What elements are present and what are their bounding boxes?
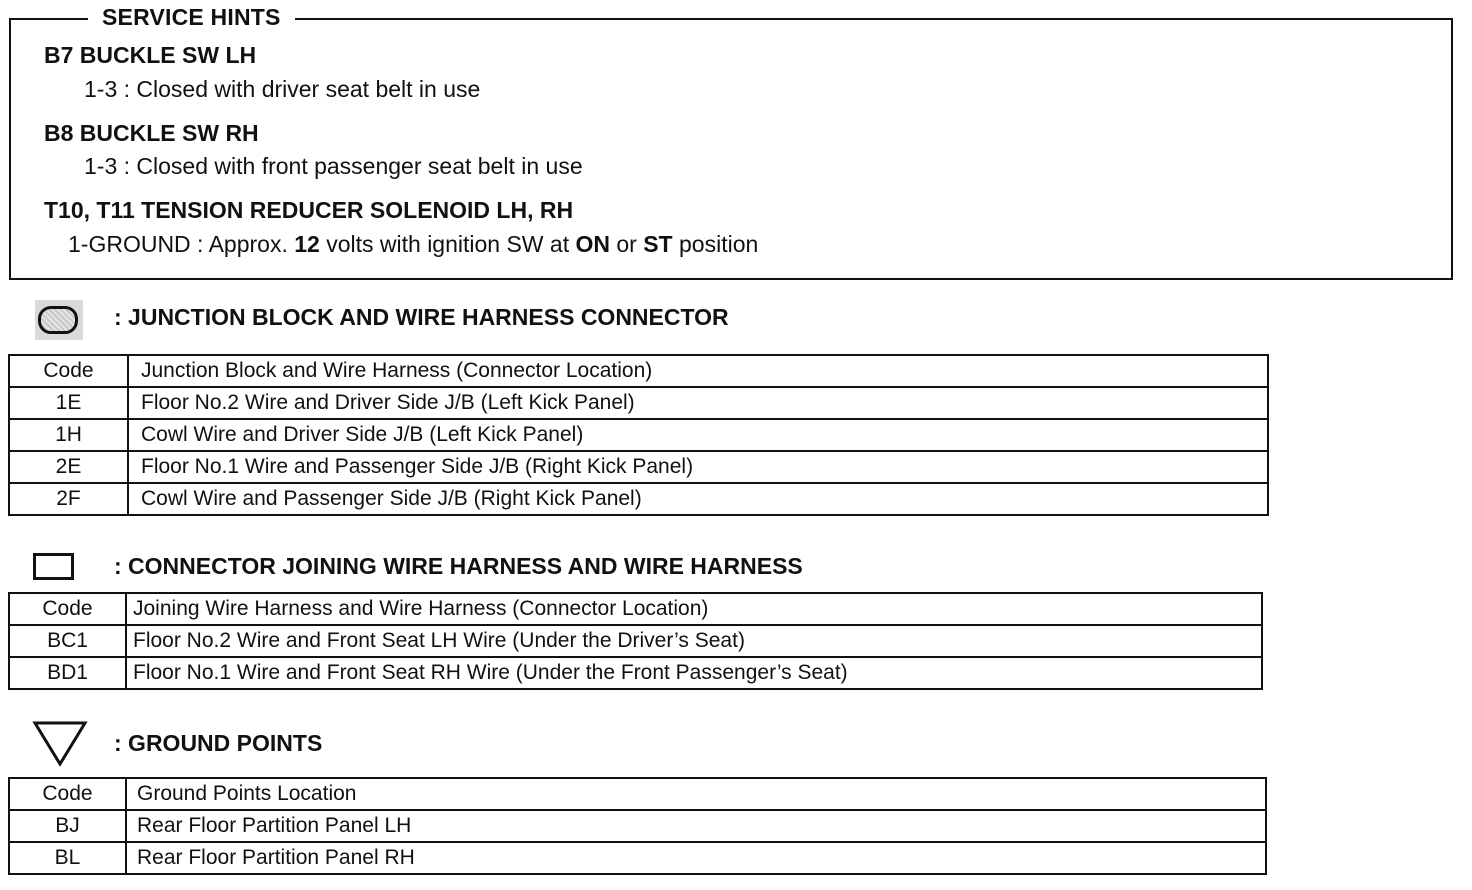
code-cell: 1H [9,419,128,451]
connector-table [8,592,1263,690]
code-cell: 2F [9,483,128,515]
ground-section-heading: : GROUND POINTS [114,730,323,756]
table-row [9,387,1268,419]
location-cell: Floor No.2 Wire and Front Seat LH Wire (Under the Driver’s Seat) [126,625,1262,657]
table-header-row [9,778,1266,810]
hint-line-b7: 1-3 : Closed with driver seat belt in use [84,76,481,102]
junction-section-heading: : JUNCTION BLOCK AND WIRE HARNESS CONNECTOR [114,304,729,330]
table-row [9,483,1268,515]
hint-line-b8: 1-3 : Closed with front passenger seat belt in use [84,153,583,179]
table-row [9,451,1268,483]
table-row [9,842,1266,874]
location-cell: Floor No.1 Wire and Passenger Side J/B (Right Kick Panel) [128,451,1268,483]
code-cell: BJ [9,810,126,842]
code-header: Code [9,593,126,625]
junction-table [8,354,1269,516]
table-row [9,625,1262,657]
code-cell: BC1 [9,625,126,657]
code-header: Code [9,778,126,810]
ground-point-icon [32,720,88,768]
code-header: Code [9,355,128,387]
hint-title-t10-t11: T10, T11 TENSION REDUCER SOLENOID LH, RH [44,197,574,223]
location-cell: Rear Floor Partition Panel RH [126,842,1266,874]
connector-section-heading: : CONNECTOR JOINING WIRE HARNESS AND WIRE HARNESS [114,553,803,579]
code-cell: 2E [9,451,128,483]
location-header: Junction Block and Wire Harness (Connector Location) [128,355,1268,387]
service-hints-heading: SERVICE HINTS [88,4,295,31]
connector-icon [33,553,74,580]
location-cell: Floor No.2 Wire and Driver Side J/B (Left Kick Panel) [128,387,1268,419]
location-header: Ground Points Location [126,778,1266,810]
location-header: Joining Wire Harness and Wire Harness (Connector Location) [126,593,1262,625]
code-cell: BL [9,842,126,874]
junction-block-icon [35,300,83,340]
location-cell: Cowl Wire and Passenger Side J/B (Right Kick Panel) [128,483,1268,515]
table-row [9,419,1268,451]
table-header-row [9,355,1268,387]
location-cell: Rear Floor Partition Panel LH [126,810,1266,842]
table-row [9,657,1262,689]
hint-line-t10-t11: 1-GROUND : Approx. 12 volts with ignition SW at ON or ST position [68,231,759,257]
code-cell: BD1 [9,657,126,689]
table-header-row [9,593,1262,625]
location-cell: Floor No.1 Wire and Front Seat RH Wire (Under the Front Passenger’s Seat) [126,657,1262,689]
hint-title-b8: B8 BUCKLE SW RH [44,120,259,146]
table-row [9,810,1266,842]
code-cell: 1E [9,387,128,419]
location-cell: Cowl Wire and Driver Side J/B (Left Kick Panel) [128,419,1268,451]
ground-points-table [8,777,1267,875]
hint-title-b7: B7 BUCKLE SW LH [44,42,257,68]
